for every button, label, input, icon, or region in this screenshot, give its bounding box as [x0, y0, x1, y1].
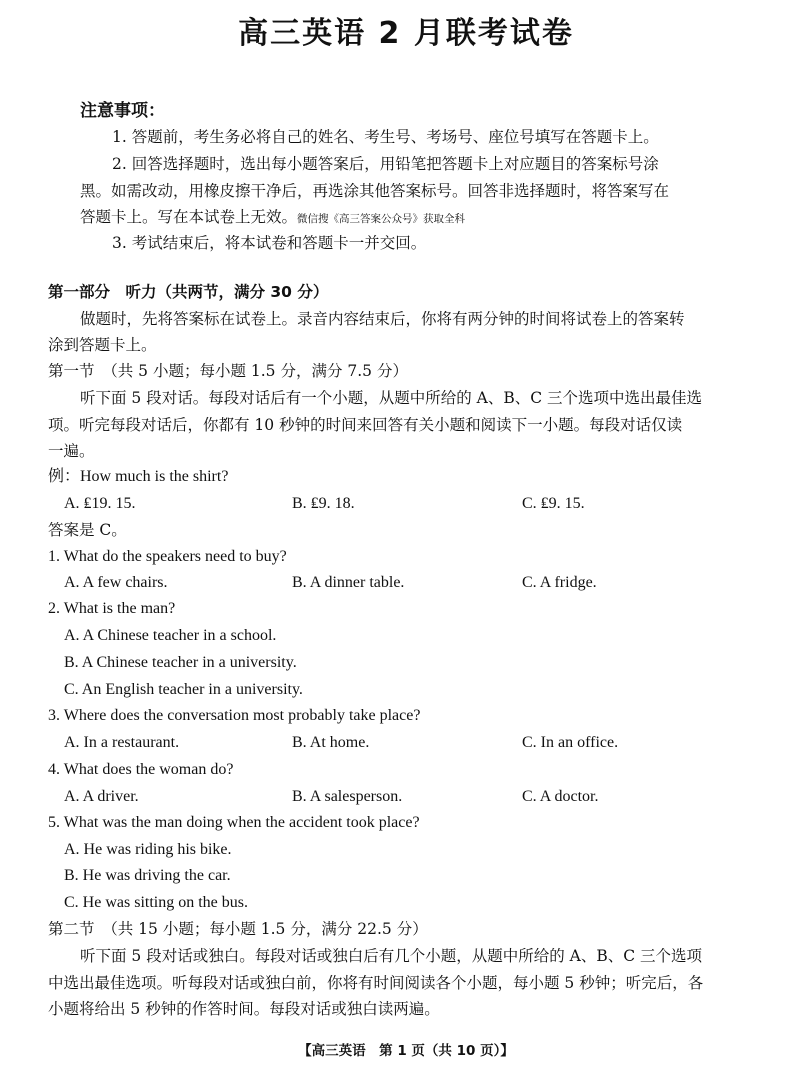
notice-item-2-line-3 — [80, 207, 465, 229]
part1-heading: 第一部分 听力（共两节，满分 30 分） — [48, 283, 329, 301]
page-footer: 【高三英语 第 1 页（共 10 页）】 — [298, 1043, 514, 1059]
q1-option-a: A. A few chairs. — [64, 574, 168, 591]
part1-intro-line-2: 涂到答题卡上。 — [48, 336, 157, 354]
q4-option-b: B. A salesperson. — [292, 788, 403, 805]
notice-item-2-text: 答题卡上。写在本试卷上无效。 — [80, 208, 298, 226]
example-question: 例：How much is the shirt? — [48, 468, 229, 485]
section1-heading: 第一节 （共 5 小题；每小题 1.5 分，满分 7.5 分） — [48, 362, 408, 380]
part1-intro-line-1: 做题时，先将答案标在试卷上。录音内容结束后，你将有两分钟的时间将试卷上的答案转 — [80, 310, 685, 328]
question-1: 1. What do the speakers need to buy? — [48, 548, 287, 565]
q2-option-a: A. A Chinese teacher in a school. — [64, 627, 277, 644]
section2-intro-line-2: 中选出最佳选项。听每段对话或独白前，你将有时间阅读各个小题，每小题 5 秒钟；听完后，各 — [48, 974, 704, 992]
section1-intro-line-2: 项。听完每段对话后，你都有 10 秒钟的时间来回答有关小题和阅读下一小题。每段对话仅读 — [48, 416, 683, 434]
notice-item-2-line-2: 黑。如需改动，用橡皮擦干净后，再选涂其他答案标号。回答非选择题时，将答案写在 — [80, 182, 670, 200]
section1-intro-line-3: 一遍。 — [48, 442, 95, 460]
page-title: 高三英语 2 月联考试卷 — [238, 16, 574, 51]
q4-option-a: A. A driver. — [64, 788, 139, 805]
question-2: 2. What is the man? — [48, 600, 176, 617]
example-answer: 答案是 C。 — [48, 521, 127, 539]
q3-option-a: A. In a restaurant. — [64, 734, 180, 751]
q1-option-c: C. A fridge. — [522, 574, 597, 591]
q3-option-c: C. In an office. — [522, 734, 619, 751]
question-4: 4. What does the woman do? — [48, 761, 234, 778]
section2-heading: 第二节 （共 15 小题；每小题 1.5 分，满分 22.5 分） — [48, 920, 428, 938]
q2-option-b: B. A Chinese teacher in a university. — [64, 654, 297, 671]
example-option-a: A. ₤19. 15. — [64, 495, 136, 512]
q4-option-c: C. A doctor. — [522, 788, 599, 805]
q5-option-c: C. He was sitting on the bus. — [64, 894, 248, 911]
question-3: 3. Where does the conversation most probably take place? — [48, 707, 421, 724]
notice-item-3: 3. 考试结束后，将本试卷和答题卡一并交回。 — [112, 234, 427, 252]
q3-option-b: B. At home. — [292, 734, 370, 751]
q5-option-a: A. He was riding his bike. — [64, 841, 232, 858]
question-5: 5. What was the man doing when the accident took place? — [48, 814, 420, 831]
example-option-b: B. ₤9. 18. — [292, 495, 355, 512]
notice-item-2-line-1: 2. 回答选择题时，选出每小题答案后，用铅笔把答题卡上对应题目的答案标号涂 — [112, 155, 659, 173]
q5-option-b: B. He was driving the car. — [64, 867, 231, 884]
section2-intro-line-3: 小题将给出 5 秒钟的作答时间。每段对话或独白读两遍。 — [48, 1000, 440, 1018]
section1-intro-line-1: 听下面 5 段对话。每段对话后有一个小题，从题中所给的 A、B、C 三个选项中选出最佳选 — [80, 389, 703, 407]
section2-intro-line-1: 听下面 5 段对话或独白。每段对话或独白后有几个小题，从题中所给的 A、B、C 三个选项 — [80, 947, 703, 965]
q2-option-c: C. An English teacher in a university. — [64, 681, 303, 698]
notice-watermark-note: 微信搜《高三答案公众号》获取全科 — [297, 213, 466, 225]
example-option-c: C. ₤9. 15. — [522, 495, 585, 512]
notice-item-1: 1. 答题前，考生务必将自己的姓名、考生号、考场号、座位号填写在答题卡上。 — [112, 128, 659, 146]
q1-option-b: B. A dinner table. — [292, 574, 405, 591]
notice-heading: 注意事项： — [80, 101, 165, 121]
